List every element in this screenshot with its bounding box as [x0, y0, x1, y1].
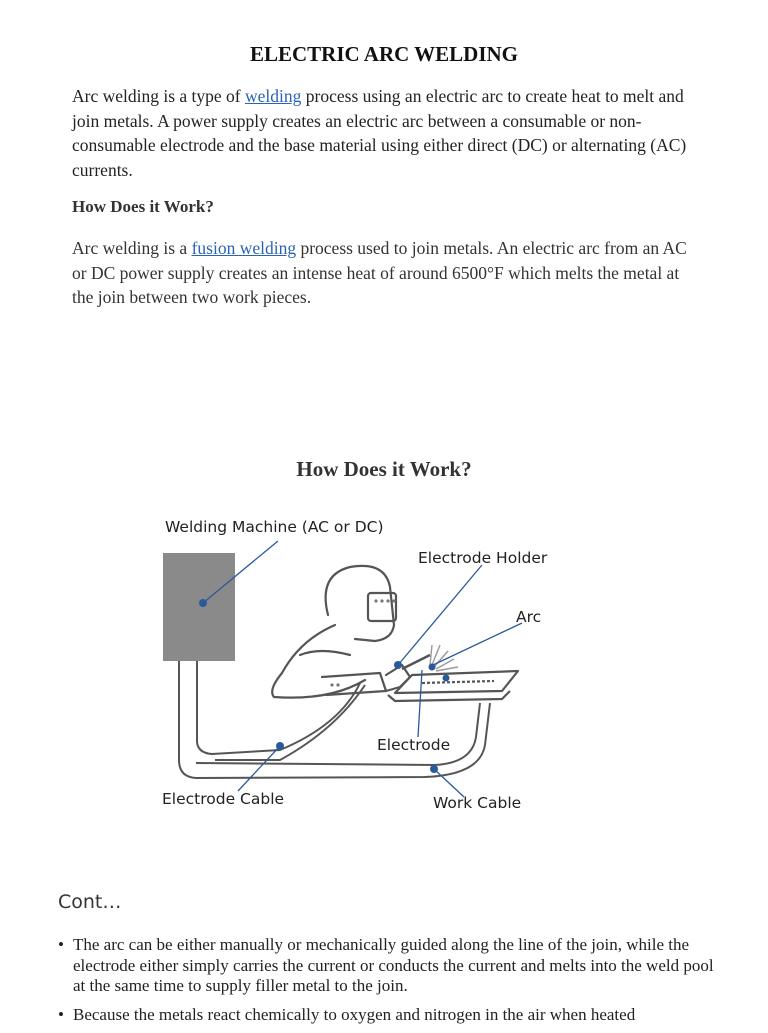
welder-torso-line [300, 651, 350, 655]
welder-helmet [326, 566, 394, 641]
electrode-rod [402, 655, 430, 669]
continuation-heading: Cont… [58, 891, 122, 913]
electrode-cable-inner [197, 661, 360, 754]
arc-welding-diagram [150, 505, 600, 825]
dot-arc [429, 664, 436, 671]
intro-text-after: process using an electric arc to create heat to melt and join metals. A power supply creates an electric arc between a consumable or non-consumable electrode and the base material using either direct (DC) or alternating (AC) currents. [72, 86, 687, 180]
weld-seam [422, 681, 494, 683]
intro-paragraph [72, 84, 702, 182]
section-subheading: How Does it Work? [72, 197, 214, 216]
pointer-lines [203, 541, 522, 797]
work-piece [388, 671, 518, 701]
intro-text-before: Arc welding is a type of [72, 86, 246, 106]
dot-electrode-cable [276, 742, 284, 750]
welding-machine-box [163, 553, 235, 661]
welding-link[interactable]: welding [245, 86, 302, 106]
fusion-welding-link[interactable]: fusion welding [191, 238, 297, 258]
label-welding-machine: Welding Machine (AC or DC) [165, 518, 384, 536]
how-it-works-paragraph [72, 236, 702, 310]
bullet-item: • Because the metals react chemically to oxygen and nitrogen in the air when heated [58, 1005, 718, 1026]
label-electrode-holder: Electrode Holder [418, 549, 548, 567]
how-text-after: process used to join metals. An electric arc from an AC or DC power supply creates an intense heat of around 6500°F which melts the metal at the join between two work pieces. [72, 238, 687, 307]
label-arc: Arc [516, 608, 542, 626]
pointer-holder [398, 565, 482, 665]
dot-holder [394, 661, 402, 669]
continuation-bullets [58, 935, 718, 1033]
work-cable-outer [215, 685, 365, 760]
figure-title: How Does it Work? [296, 457, 472, 481]
dot-machine [199, 599, 207, 607]
welder-figure [272, 566, 410, 698]
label-electrode-cable: Electrode Cable [162, 790, 285, 808]
pointer-electrode [418, 670, 422, 737]
welder-body [272, 625, 365, 698]
label-work-cable: Work Cable [433, 794, 522, 812]
dot-work-cable [430, 765, 438, 773]
bullet-item: • The arc can be either manually or mechanically guided along the line of the join, while the electrode either simply carries the current or conducts the current and melts into the weld pool at the same time to supply filler metal to the join. [58, 935, 718, 997]
label-electrode: Electrode [377, 736, 451, 754]
document-title: ELECTRIC ARC WELDING [249, 42, 518, 66]
work-piece-top [395, 671, 518, 693]
how-text-before: Arc welding is a [72, 238, 192, 258]
pointer-arc [433, 623, 522, 665]
dot-electrode [443, 675, 450, 682]
pointer-work-cable [434, 769, 464, 797]
